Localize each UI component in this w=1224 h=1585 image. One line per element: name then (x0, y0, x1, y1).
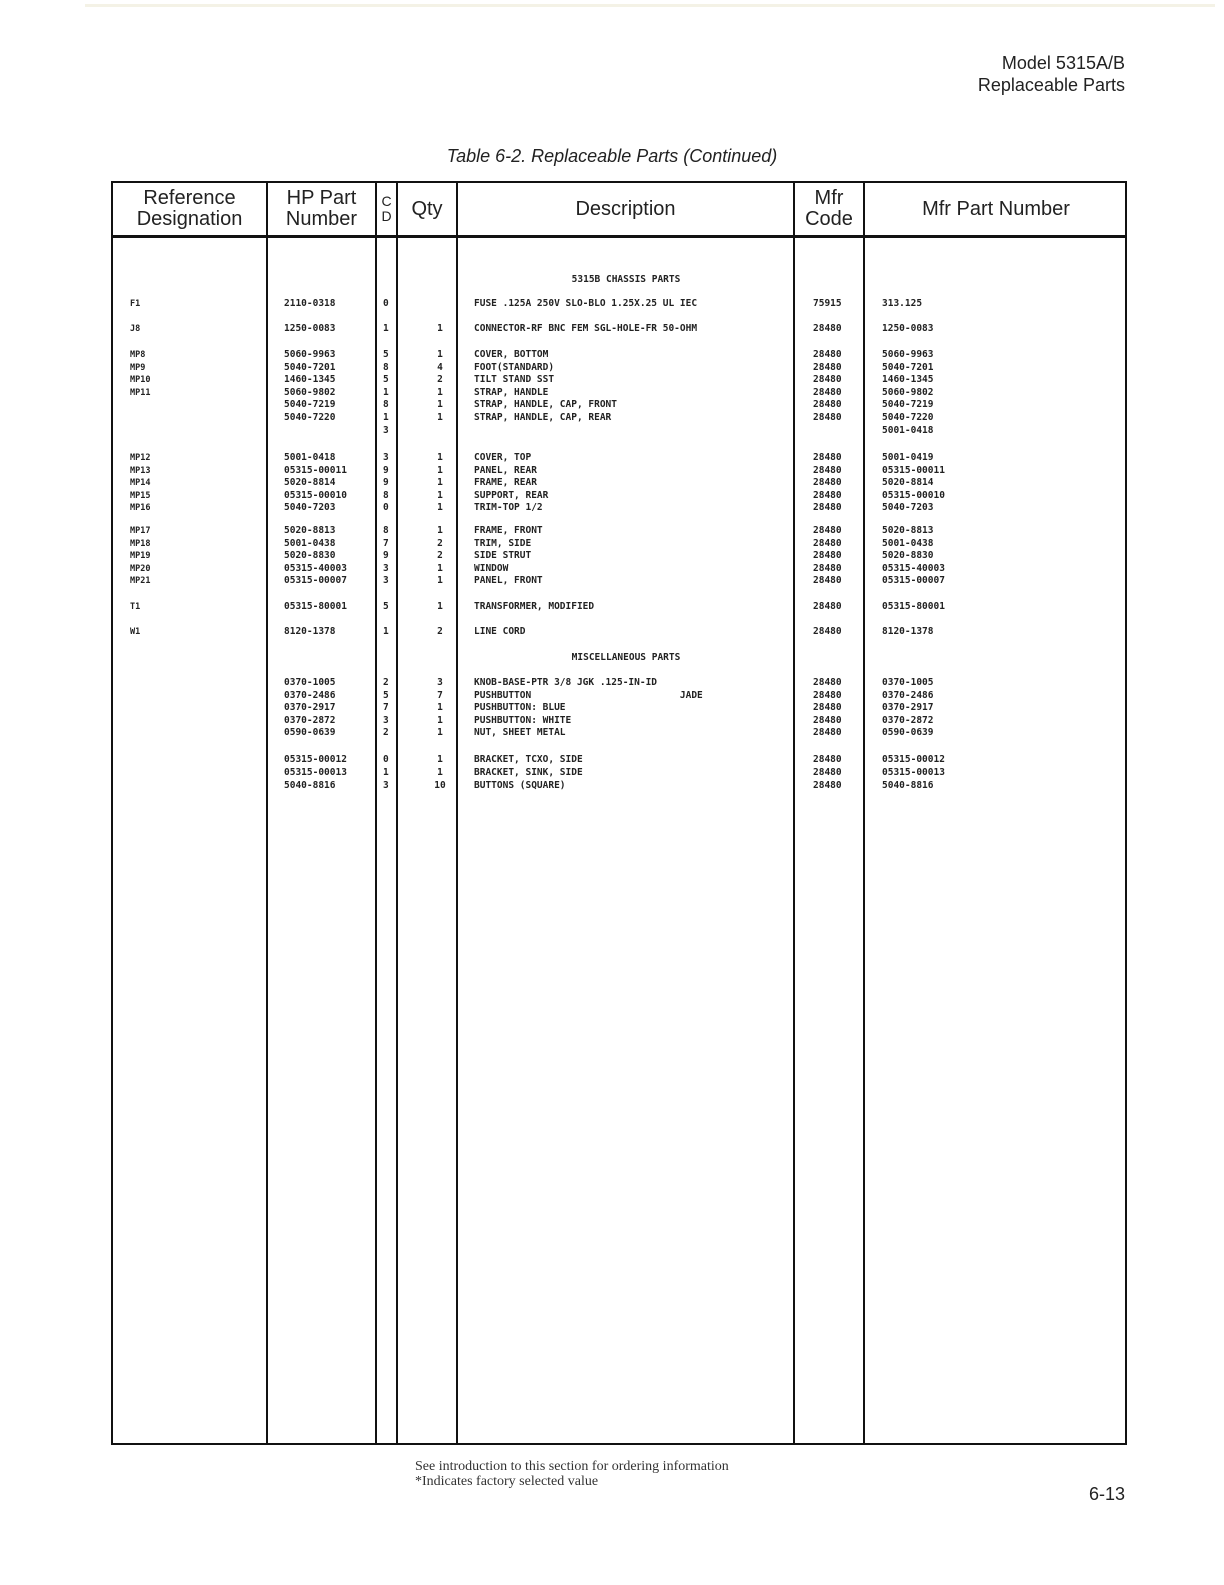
cell-hp: 2110-0318 (284, 298, 336, 309)
cell-mpn: 05315-80001 (882, 601, 945, 612)
cell-desc: KNOB-BASE-PTR 3/8 JGK .125-IN-ID PUSHBUTTON JADE PUSHBUTTON: BLUE PUSHBUTTON: WHITE NUT, SHEET METAL (474, 677, 703, 739)
cell-mfr: 28480 (813, 601, 842, 612)
column-header-cd: C D (381, 193, 392, 224)
cell-mfr: 28480 28480 28480 28480 28480 (813, 452, 842, 514)
cell-mfr: 28480 28480 28480 28480 28480 28480 (813, 349, 842, 423)
model-label: Model 5315A/B (1001, 53, 1125, 73)
cell-mfr: 28480 28480 28480 28480 28480 (813, 677, 842, 739)
cell-cd: 5 (383, 601, 389, 612)
cell-ref: MP17 MP18 MP19 MP20 MP21 (130, 526, 151, 587)
cell-hp: 5001-0418 05315-00011 5020-8814 05315-00010 5040-7203 (284, 452, 347, 514)
cell-desc: COVER, TOP PANEL, REAR FRAME, REAR SUPPORT, REAR TRIM-TOP 1/2 (474, 452, 549, 514)
cell-mfr: 28480 28480 (813, 754, 842, 778)
column-divider (793, 183, 795, 1443)
column-header-reference: Reference Designation (136, 187, 243, 230)
column-header-qty: Qty (411, 197, 443, 220)
cell-cd: 8 7 9 3 3 (383, 525, 389, 587)
section-heading-chassis: 5315B CHASSIS PARTS (571, 274, 681, 285)
cell-hp: 1250-0083 (284, 323, 336, 334)
cell-desc: FRAME, FRONT TRIM, SIDE SIDE STRUT WINDOW PANEL, FRONT (474, 525, 543, 587)
cell-qty: 1 (437, 601, 443, 612)
header-divider (113, 235, 1125, 238)
cell-hp: 5020-8813 5001-0438 5020-8830 05315-40003 05315-00007 (284, 525, 347, 587)
cell-cd: 5 8 5 1 8 1 3 (383, 349, 389, 436)
cell-ref: MP12 MP13 MP14 MP15 MP16 (130, 453, 151, 514)
cell-cd: 0 1 (383, 754, 389, 778)
cell-mpn: 5040-8816 (882, 780, 934, 791)
cell-desc: FUSE .125A 250V SLO-BLO 1.25X.25 UL IEC (474, 298, 698, 309)
cell-ref: W1 (130, 627, 141, 637)
cell-mfr: 28480 (813, 323, 842, 334)
cell-mfr: 28480 (813, 626, 842, 637)
cell-mpn: 313.125 (882, 298, 923, 309)
cell-hp: 8120-1378 (284, 626, 336, 637)
cell-desc: COVER, BOTTOM FOOT(STANDARD) TILT STAND SST STRAP, HANDLE STRAP, HANDLE, CAP, FRONT STRAP, HANDLE, CAP, REAR (474, 349, 617, 423)
cell-mfr: 28480 28480 28480 28480 28480 (813, 525, 842, 587)
page-number: 6-13 (1088, 1484, 1125, 1504)
page-header (978, 52, 1125, 96)
column-divider (456, 183, 458, 1443)
footer-note-factory: *Indicates factory selected value (415, 1474, 599, 1489)
cell-mfr: 75915 (813, 298, 842, 309)
parts-table (111, 181, 1127, 1445)
cell-cd: 2 5 7 3 2 (383, 677, 389, 739)
cell-hp: 5040-8816 (284, 780, 336, 791)
cell-qty: 1 4 2 1 1 1 (437, 349, 443, 423)
column-divider (396, 183, 398, 1443)
footer-note-ordering: See introduction to this section for ordering information (415, 1459, 729, 1474)
column-divider (375, 183, 377, 1443)
cell-qty: 10 (434, 780, 446, 791)
cell-mpn: 5060-9963 5040-7201 1460-1345 5060-9802 5040-7219 5040-7220 5001-0418 (882, 349, 934, 436)
column-header-description: Description (575, 197, 676, 220)
cell-cd: 1 (383, 323, 389, 334)
section-heading-misc: MISCELLANEOUS PARTS (571, 652, 681, 663)
cell-qty: 2 (437, 626, 443, 637)
cell-cd: 0 (383, 298, 389, 309)
cell-hp: 0370-1005 0370-2486 0370-2917 0370-2872 0590-0639 (284, 677, 336, 739)
cell-hp: 5060-9963 5040-7201 1460-1345 5060-9802 5040-7219 5040-7220 (284, 349, 336, 423)
cell-mpn: 05315-00012 05315-00013 (882, 754, 945, 778)
top-edge-strip (85, 4, 1215, 7)
cell-hp: 05315-80001 (284, 601, 347, 612)
cell-qty: 1 (437, 323, 443, 334)
cell-ref: J8 (130, 324, 141, 334)
cell-mpn: 1250-0083 (882, 323, 934, 334)
column-header-mfr-part: Mfr Part Number (922, 197, 1070, 220)
column-header-hp-part: HP Part Number (285, 187, 358, 230)
column-header-mfr-code: Mfr Code (805, 187, 853, 230)
cell-desc: CONNECTOR-RF BNC FEM SGL-HOLE-FR 50-OHM (474, 323, 698, 334)
cell-qty: 1 1 (437, 754, 443, 778)
cell-cd: 3 (383, 780, 389, 791)
column-divider (266, 183, 268, 1443)
cell-qty: 1 2 2 1 1 (437, 525, 443, 587)
cell-desc: BUTTONS (SQUARE) (474, 780, 566, 791)
cell-desc: LINE CORD (474, 626, 526, 637)
cell-ref: T1 (130, 602, 141, 612)
cell-hp: 05315-00012 05315-00013 (284, 754, 347, 778)
cell-mfr: 28480 (813, 780, 842, 791)
column-divider (863, 183, 865, 1443)
cell-cd: 3 9 9 8 0 (383, 452, 389, 514)
cell-mpn: 5001-0419 05315-00011 5020-8814 05315-00010 5040-7203 (882, 452, 945, 514)
cell-qty: 1 1 1 1 1 (437, 452, 443, 514)
cell-desc: BRACKET, TCXO, SIDE BRACKET, SINK, SIDE (474, 754, 583, 778)
cell-cd: 1 (383, 626, 389, 637)
cell-ref: F1 (130, 299, 141, 309)
cell-ref: MP8 MP9 MP10 MP11 (130, 350, 151, 398)
section-label: Replaceable Parts (977, 75, 1125, 95)
cell-desc: TRANSFORMER, MODIFIED (474, 601, 595, 612)
cell-mpn: 5020-8813 5001-0438 5020-8830 05315-40003 05315-00007 (882, 525, 945, 587)
cell-mpn: 8120-1378 (882, 626, 934, 637)
footer-notes (415, 1459, 729, 1489)
table-caption: Table 6-2. Replaceable Parts (Continued) (446, 146, 778, 166)
cell-mpn: 0370-1005 0370-2486 0370-2917 0370-2872 0590-0639 (882, 677, 934, 739)
cell-qty: 3 7 1 1 1 (437, 677, 443, 739)
